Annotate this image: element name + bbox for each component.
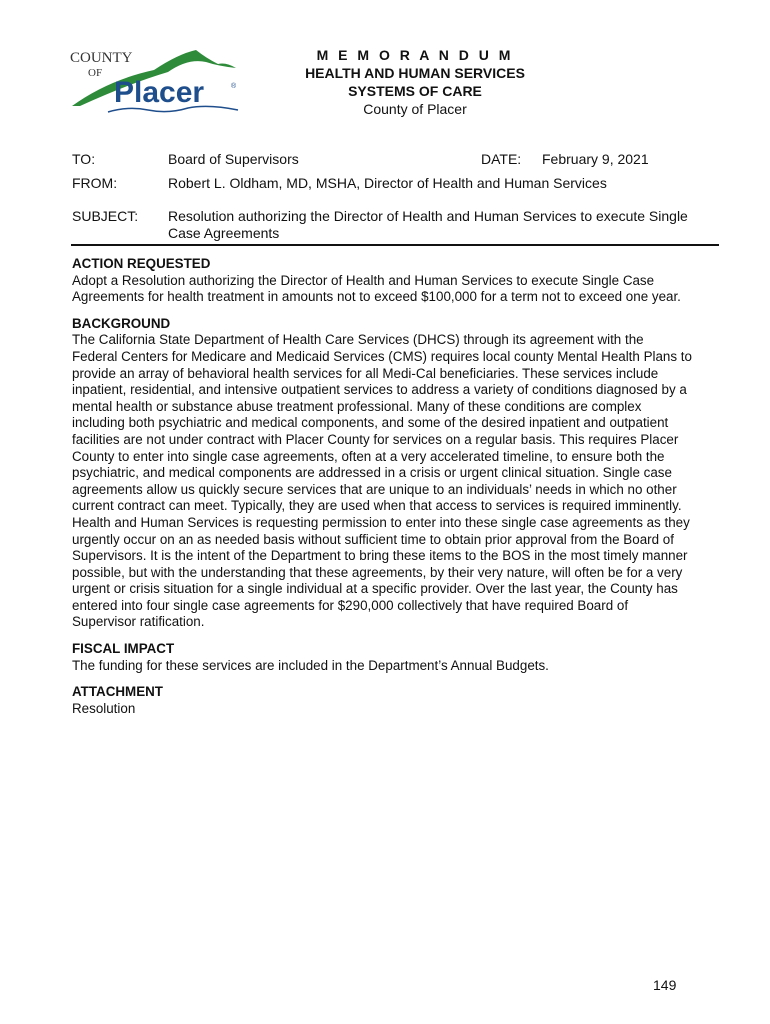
date-label: DATE: bbox=[481, 151, 522, 167]
from-value: Robert L. Oldham, MD, MSHA, Director of Health and Human Services bbox=[168, 175, 607, 191]
logo-county-text: COUNTY bbox=[70, 50, 133, 66]
header-divider bbox=[71, 244, 719, 246]
subject-value bbox=[168, 208, 728, 242]
fiscal-impact-section bbox=[72, 641, 692, 674]
background-paragraph-1: The California State Department of Health Care Services (DHCS) through its agreement with the Federal Centers for Medicare and Medicaid Services (CMS) requires local county Mental Health Plans to provide an array of behavioral health services for all Medi-Cal beneficiaries. These services include inpatient, residential, and intensive outpatient services to address a variety of conditions diagnosed by a mental health or substance abuse treatment professional. Many of these conditions are complex including both psychiatric and medical components, and some of the desired inpatient and outpatient facilities are not under contract with Placer County for services on a regular basis. This requires Placer County to enter into single case agreements, often at a very accelerated timeline, to ensure both the psychiatric, and medical components are addressed in a crisis or urgent clinical situation. Single case agreements allow us quickly secure services that are unique to an individuals’ needs in which no other current contract can meet. Typically, they are used when that access to services is required imminently. bbox=[72, 332, 692, 514]
attachment-section bbox=[72, 684, 692, 717]
memo-body bbox=[72, 256, 692, 717]
background-heading: BACKGROUND bbox=[72, 315, 171, 331]
fiscal-impact-heading: FISCAL IMPACT bbox=[72, 641, 175, 657]
county-name: County of Placer bbox=[363, 101, 467, 117]
page-number: 149 bbox=[653, 977, 677, 993]
background-paragraph-2: Health and Human Services is requesting permission to enter into these single case agreements as they urgently occur on an as needed basis without sufficient time to obtain prior approval from the Board of Supervisors. It is the intent of the Department to bring these items to the BOS in the most timely manner possible, but with the understanding that these agreements, by their very nature, will often be for a very urgent or crisis situation for a single individual at a specific provider. Over the last year, the County has entered into four single case agreements for $290,000 collectively that have required Board of Supervisor ratification. bbox=[72, 514, 690, 630]
subject-label: SUBJECT: bbox=[72, 208, 139, 224]
from-label: FROM: bbox=[72, 175, 118, 191]
background-section bbox=[72, 316, 692, 631]
attachment-text: Resolution bbox=[72, 700, 136, 716]
unit-name: SYSTEMS OF CARE bbox=[348, 83, 482, 99]
fiscal-impact-text: The funding for these services are included in the Department’s Annual Budgets. bbox=[72, 657, 549, 673]
action-requested-heading: ACTION REQUESTED bbox=[72, 256, 211, 271]
memo-heading bbox=[265, 46, 565, 118]
department-name: HEALTH AND HUMAN SERVICES bbox=[305, 65, 525, 81]
attachment-heading: ATTACHMENT bbox=[72, 684, 163, 700]
to-label: TO: bbox=[72, 151, 96, 167]
subject-line-2: Case Agreements bbox=[168, 225, 280, 241]
action-requested-text: Adopt a Resolution authorizing the Director of Health and Human Services to execute Single Case Agreements for health treatment in amounts not to exceed $100,000 for a term not to exceed one year. bbox=[72, 272, 681, 305]
action-requested-section bbox=[72, 256, 692, 306]
county-of-placer-logo bbox=[68, 44, 244, 118]
logo-of-text: OF bbox=[88, 67, 103, 79]
logo-placer-text: Placer bbox=[114, 76, 205, 109]
subject-line-1: Resolution authorizing the Director of Health and Human Services to execute Single bbox=[168, 208, 688, 224]
to-value: Board of Supervisors bbox=[168, 151, 299, 167]
memo-title: M E M O R A N D U M bbox=[316, 47, 514, 63]
logo-registered-mark: ® bbox=[231, 83, 237, 90]
date-value: February 9, 2021 bbox=[542, 151, 649, 167]
